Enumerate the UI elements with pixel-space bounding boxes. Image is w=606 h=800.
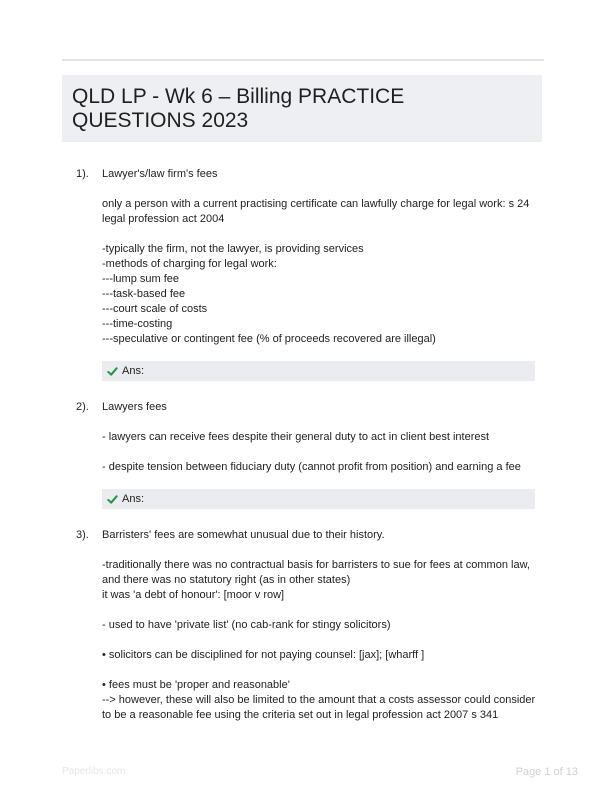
page-indicator: Page 1 of 13: [515, 766, 578, 778]
check-icon: [107, 494, 118, 505]
question-paragraph: - used to have 'private list' (no cab-rank for stingy solicitors): [102, 619, 391, 631]
question-3: [62, 528, 542, 723]
question-1: [62, 167, 542, 381]
question-body: [102, 528, 536, 723]
question-heading: Lawyer's/law firm's fees: [102, 168, 218, 180]
question-paragraph: -traditionally there was no contractual basis for barristers to sue for fees at common law, and there was no statutory right (as in other states) it was 'a debt of honour': [moor v row]: [102, 559, 530, 601]
question-number: 2).: [76, 401, 89, 413]
answer-label: Ans:: [122, 365, 145, 377]
top-divider: [62, 59, 544, 61]
question-body: [102, 167, 536, 347]
question-paragraph: - lawyers can receive fees despite their general duty to act in client best interest: [102, 431, 490, 443]
answer-label: Ans:: [122, 493, 145, 505]
question-number: 3).: [76, 529, 89, 541]
question-heading: Lawyers fees: [102, 401, 167, 413]
answer-toggle[interactable]: [102, 361, 535, 381]
question-body: [102, 400, 536, 475]
question-paragraph: - despite tension between fiduciary duty (cannot profit from position) and earning a fee: [102, 461, 521, 473]
check-icon: [107, 366, 118, 377]
question-paragraph: -typically the firm, not the lawyer, is providing services -methods of charging for legal work: ---lump sum fee ---task-based fee ---court scale of costs ---time-costing ---speculative or contingent fee (% of proceeds recovered are illegal): [102, 243, 436, 345]
title-box: [62, 75, 542, 142]
question-paragraph: only a person with a current practising certificate can lawfully charge for legal work: s 24 legal profession act 2004: [102, 198, 530, 225]
question-heading: Barristers' fees are somewhat unusual due to their history.: [102, 529, 385, 541]
question-2: [62, 400, 542, 509]
footer-site: Paperlibs.com: [62, 766, 126, 777]
answer-toggle[interactable]: [102, 489, 535, 509]
page-title: QLD LP - Wk 6 – Billing PRACTICE QUESTIONS 2023: [72, 85, 405, 132]
question-paragraph: • solicitors can be disciplined for not paying counsel: [jax]; [wharff ]: [102, 649, 425, 661]
question-paragraph: • fees must be 'proper and reasonable' --> however, these will also be limited to the amount that a costs assessor could consider to be a reasonable fee using the criteria set out in legal profession act 2007 s 341: [102, 679, 536, 721]
question-number: 1).: [76, 168, 89, 180]
